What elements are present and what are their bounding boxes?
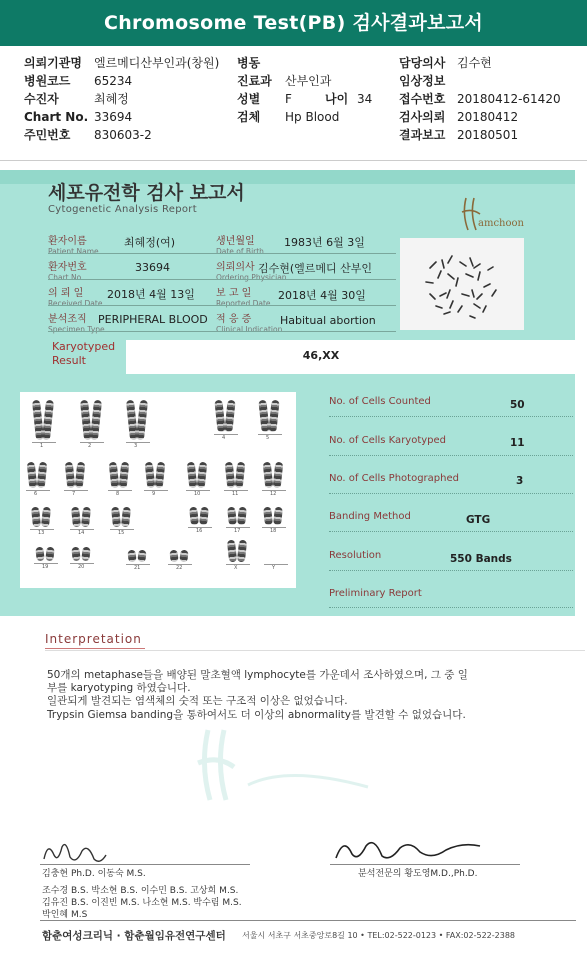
header-row: 임상정보 bbox=[399, 74, 446, 88]
chromosome bbox=[109, 462, 120, 489]
chromosome bbox=[237, 540, 247, 563]
staff-line: 박인혜 M.S bbox=[42, 910, 88, 920]
stat-label-cells-karyotyped: No. of Cells Karyotyped bbox=[329, 435, 447, 446]
chromosome bbox=[187, 462, 198, 489]
header-row: 결과보고 20180501 bbox=[399, 128, 519, 142]
stat-label-cells-counted: No. of Cells Counted bbox=[329, 396, 431, 407]
header-row: 병원코드 65234 bbox=[24, 74, 133, 88]
footer-rule bbox=[40, 920, 576, 921]
rule bbox=[329, 416, 573, 417]
chromosome bbox=[227, 540, 237, 563]
header-row: 검체 Hp Blood bbox=[237, 110, 340, 124]
rule bbox=[226, 564, 250, 565]
rule bbox=[48, 305, 396, 306]
chromosome bbox=[189, 507, 199, 526]
signature-right-icon bbox=[330, 832, 490, 866]
chromosome bbox=[27, 462, 38, 489]
stat-value-resolution: 550 Bands bbox=[450, 553, 512, 565]
chromosome-number: 1 bbox=[40, 443, 44, 449]
interpretation-line: Trypsin Giemsa banding을 통하여서도 더 이상의 abnormality를 발견할 수 없었습니다. bbox=[47, 709, 466, 721]
chromosome bbox=[179, 550, 188, 563]
metaphase-spread-image bbox=[400, 238, 524, 330]
rule bbox=[214, 434, 238, 435]
rule bbox=[70, 529, 94, 530]
chromosome bbox=[90, 400, 102, 441]
report-subheading: Cytogenetic Analysis Report bbox=[48, 204, 197, 215]
interpretation-heading: Interpretation bbox=[45, 632, 142, 646]
rule bbox=[48, 253, 396, 254]
chromosome bbox=[45, 547, 54, 562]
chromosome-number: 22 bbox=[176, 565, 183, 571]
cytogenetic-report bbox=[0, 170, 587, 963]
chromosome-number: 14 bbox=[78, 530, 85, 536]
chromosome bbox=[225, 462, 236, 489]
chromosome-number: X bbox=[234, 565, 238, 571]
rule bbox=[70, 563, 94, 564]
rule bbox=[64, 490, 88, 491]
chromosome-number: 7 bbox=[72, 491, 76, 497]
rule bbox=[226, 527, 250, 528]
report-title-bar: Chromosome Test(PB) 검사결과보고서 bbox=[0, 0, 587, 46]
label-specimen: 분석조직 Specimen Type bbox=[48, 314, 105, 334]
rule bbox=[30, 529, 54, 530]
value-patient-no: 33694 bbox=[135, 261, 170, 274]
chromosome bbox=[273, 507, 283, 526]
header-right bbox=[399, 54, 584, 144]
value-received: 2018년 4월 13일 bbox=[107, 288, 195, 301]
stat-label-cells-photographed: No. of Cells Photographed bbox=[329, 473, 459, 484]
rule bbox=[168, 564, 192, 565]
header-row: 의뢰기관명 엘르메디산부인과(창원) bbox=[24, 56, 220, 70]
chromosome-number: Y bbox=[272, 565, 276, 571]
rule bbox=[126, 442, 150, 443]
chromosome bbox=[136, 400, 148, 441]
footer-address: 서울시 서초구 서초중앙로8길 10 • TEL:02-522-0123 • FAX:02-522-2388 bbox=[242, 931, 516, 940]
chromosome bbox=[75, 462, 86, 489]
header-row: 진료과 산부인과 bbox=[237, 74, 332, 88]
rule bbox=[329, 493, 573, 494]
header-row: 접수번호 20180412-61420 bbox=[399, 92, 561, 106]
rule bbox=[264, 564, 288, 565]
rule bbox=[262, 490, 286, 491]
chromosome bbox=[227, 507, 237, 526]
rule bbox=[26, 490, 50, 491]
label-ordering: 의뢰의사 Ordering Physician bbox=[216, 262, 287, 282]
chromosome bbox=[71, 547, 80, 562]
chromosome-number: 20 bbox=[78, 564, 85, 570]
rule bbox=[224, 490, 248, 491]
signature-left-icon bbox=[40, 835, 110, 867]
chromosome-number: 15 bbox=[118, 530, 125, 536]
chromosome bbox=[137, 550, 146, 563]
value-clinical: Habitual abortion bbox=[280, 314, 376, 327]
value-ordering: 김수현(엘르메디 산부인 bbox=[258, 262, 373, 275]
label-patient-no: 환자번호 Chart No. bbox=[48, 262, 87, 282]
footer-institution: 함춘여성크리닉 · 함춘월임유전연구센터 bbox=[42, 930, 226, 942]
stat-label-preliminary-report: Preliminary Report bbox=[329, 588, 422, 599]
value-dob: 1983년 6월 3일 bbox=[284, 236, 365, 249]
chromosome bbox=[199, 507, 209, 526]
report-heading: 세포유전학 검사 보고서 bbox=[48, 182, 245, 204]
interpretation-line: 부를 karyotyping 하였습니다. bbox=[47, 682, 191, 694]
watermark-logo-icon bbox=[188, 725, 388, 805]
chromosome bbox=[273, 462, 284, 489]
chromosome bbox=[37, 462, 48, 489]
karyotype-result-box bbox=[126, 340, 575, 374]
rule bbox=[126, 564, 150, 565]
rule bbox=[40, 864, 250, 865]
chromosome bbox=[235, 462, 246, 489]
header-row: 검사의뢰 20180412 bbox=[399, 110, 519, 124]
chromosome bbox=[81, 507, 91, 528]
rule bbox=[262, 527, 286, 528]
chromosome bbox=[71, 507, 81, 528]
stat-value-cells-karyotyped: 11 bbox=[510, 437, 525, 449]
chromosome-number: 9 bbox=[152, 491, 156, 497]
rule bbox=[329, 455, 573, 456]
header-divider bbox=[0, 160, 587, 161]
rule bbox=[45, 650, 585, 651]
label-patient-name: 환자이름 Patient Name bbox=[48, 236, 99, 256]
value-patient-name: 최혜정(여) bbox=[124, 236, 176, 249]
chromosome bbox=[121, 507, 131, 528]
value-reported: 2018년 4월 30일 bbox=[278, 289, 366, 302]
chromosome bbox=[65, 462, 76, 489]
chromosome bbox=[237, 507, 247, 526]
interpretation-line: 일관되게 발견되는 염색체의 숫적 또는 구조적 이상은 없었습니다. bbox=[47, 695, 348, 707]
rule bbox=[188, 527, 212, 528]
rule bbox=[32, 442, 56, 443]
rule bbox=[45, 648, 145, 649]
stat-label-banding-method: Banding Method bbox=[329, 511, 411, 522]
rule bbox=[80, 442, 104, 443]
signer-left: 김충현 Ph.D. 이동숙 M.S. bbox=[42, 869, 146, 879]
karyogram-image bbox=[20, 392, 296, 588]
chromosome-number: 11 bbox=[232, 491, 239, 497]
chromosome-number: 4 bbox=[222, 435, 226, 441]
stat-value-cells-counted: 50 bbox=[510, 399, 525, 411]
header-left bbox=[24, 54, 229, 144]
chromosome-number: 8 bbox=[116, 491, 120, 497]
header-row: Chart No. 33694 bbox=[24, 110, 133, 124]
chromosome bbox=[111, 507, 121, 528]
label-dob: 생년월일 Date of Birth bbox=[216, 236, 264, 256]
label-reported: 보 고 일 Reported Date bbox=[216, 288, 271, 308]
staff-line: 조수경 B.S. 박소현 B.S. 이수민 B.S. 고상희 M.S. bbox=[42, 886, 239, 896]
chromosome-number: 2 bbox=[88, 443, 92, 449]
chromosome bbox=[263, 507, 273, 526]
header-mid bbox=[237, 54, 397, 126]
chromosome bbox=[42, 400, 54, 441]
chromosome-number: 10 bbox=[194, 491, 201, 497]
chromosome bbox=[197, 462, 208, 489]
rule bbox=[329, 570, 573, 571]
label-received: 의 뢰 일 Received Date bbox=[48, 288, 103, 308]
rule bbox=[258, 434, 282, 435]
header-row: 성별 F 나이 34 bbox=[237, 92, 373, 106]
chromosome-number: 5 bbox=[266, 435, 270, 441]
rule bbox=[48, 279, 396, 280]
rule bbox=[34, 563, 58, 564]
rule bbox=[329, 607, 573, 608]
chromosome bbox=[169, 550, 178, 563]
interpretation-line: 50개의 metaphase들을 배양된 말초혈액 lymphocyte를 가운데서 조사하였으며, 그 중 일 bbox=[47, 669, 468, 681]
value-specimen: PERIPHERAL BLOOD bbox=[98, 313, 208, 326]
chromosome-number: 18 bbox=[270, 528, 277, 534]
rule bbox=[144, 490, 168, 491]
rule bbox=[110, 529, 134, 530]
stat-value-cells-photographed: 3 bbox=[516, 475, 524, 487]
chromosome bbox=[224, 400, 235, 433]
header-row: 담당의사 김수현 bbox=[399, 56, 492, 70]
signer-right: 분석전문의 황도영M.D.,Ph.D. bbox=[358, 869, 478, 879]
rule bbox=[330, 864, 520, 865]
chromosome bbox=[268, 400, 279, 433]
header-row: 병동 bbox=[237, 56, 261, 70]
chromosome-number: 12 bbox=[270, 491, 277, 497]
rule bbox=[48, 331, 396, 332]
chromosome bbox=[119, 462, 130, 489]
header-row: 수진자 최혜정 bbox=[24, 92, 129, 106]
rule bbox=[108, 490, 132, 491]
chromosome-number: 6 bbox=[34, 491, 38, 497]
stat-label-resolution: Resolution bbox=[329, 550, 382, 561]
chromosome-number: 3 bbox=[134, 443, 138, 449]
chromosome bbox=[81, 547, 90, 562]
chromosome-number: 13 bbox=[38, 530, 45, 536]
chromosome bbox=[35, 547, 44, 562]
stat-value-banding-method: GTG bbox=[466, 514, 491, 526]
chromosome bbox=[263, 462, 274, 489]
staff-line: 김유진 B.S. 이진빈 M.S. 나소현 M.S. 박수림 M.S. bbox=[42, 898, 242, 908]
rule bbox=[329, 531, 573, 532]
chromosome bbox=[155, 462, 166, 489]
chromosome-number: 19 bbox=[42, 564, 49, 570]
chromosome bbox=[145, 462, 156, 489]
chromosome bbox=[41, 507, 51, 528]
rule bbox=[186, 490, 210, 491]
chromosome-number: 17 bbox=[234, 528, 241, 534]
logo-text: amchoon bbox=[478, 218, 524, 229]
karyotyped-result-label: Karyotyped Result bbox=[52, 340, 116, 367]
header-row: 주민번호 830603-2 bbox=[24, 128, 152, 142]
chromosome-number: 16 bbox=[196, 528, 203, 534]
label-clinical: 적 응 증 Clinical Indication bbox=[216, 314, 283, 334]
chromosome bbox=[31, 507, 41, 528]
karyotype-value: 46,XX bbox=[302, 349, 340, 362]
chromosome bbox=[127, 550, 136, 563]
chromosome-number: 21 bbox=[134, 565, 141, 571]
